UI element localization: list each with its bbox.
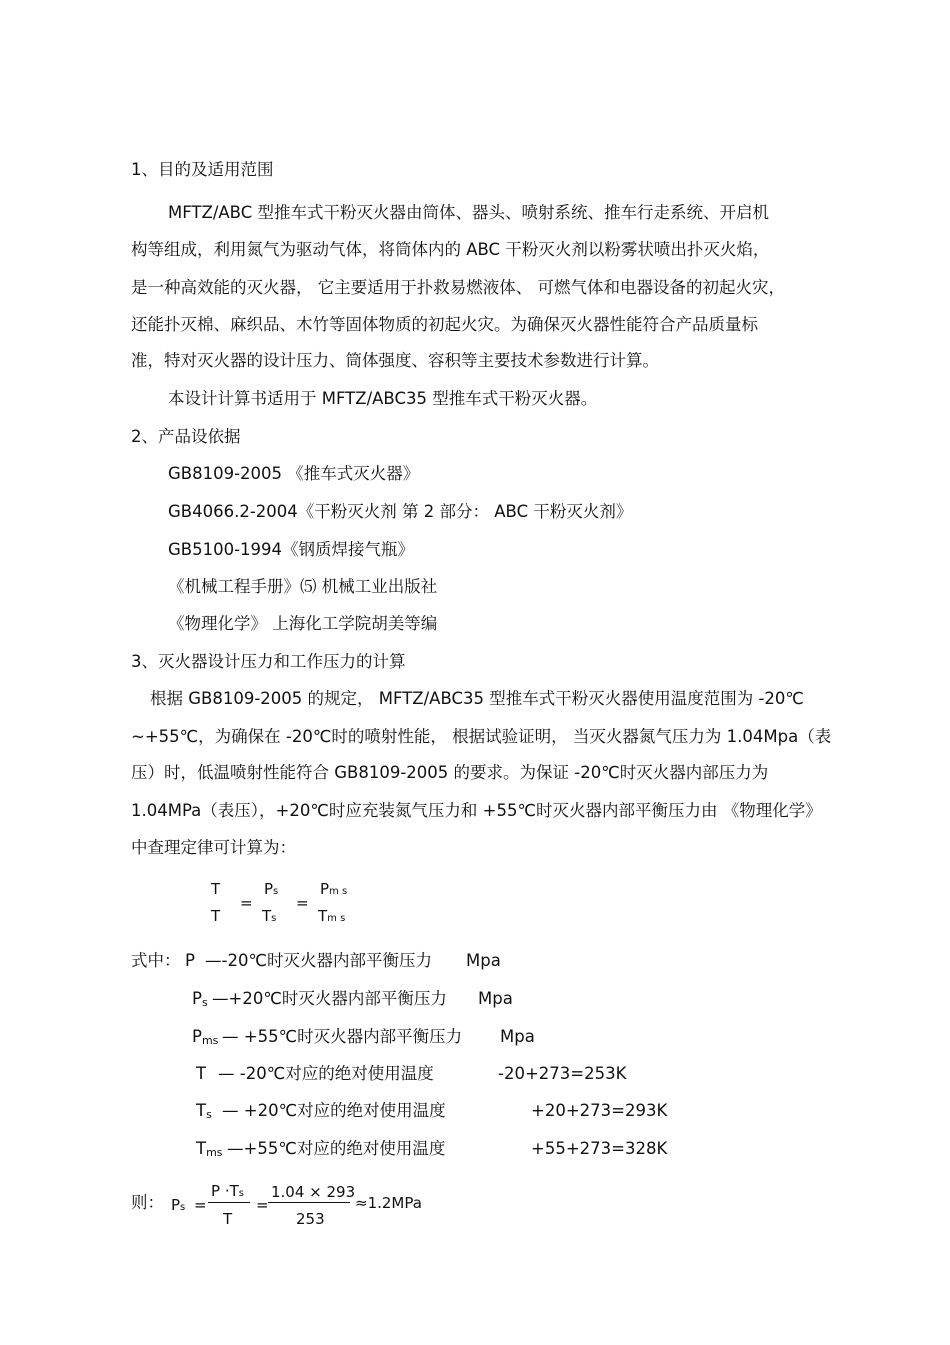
sec1-para-line-2: 构等组成，利用氮气为驱动气体，将筒体内的 ABC 干粉灭火剂以粉雾状喷出扑灭火焰， bbox=[131, 240, 770, 259]
eq-equals-sign: = bbox=[296, 894, 309, 912]
reference-item: GB5100-1994《钢质焊接气瓶》 bbox=[168, 540, 415, 559]
eq-numerator-t: T bbox=[211, 880, 221, 898]
sec3-para-line-4: 1.04MPa（表压），+20℃时应充装氮气压力和 +55℃时灭火器内部平衡压力由 《物理化学》 bbox=[131, 801, 822, 820]
section-2-title: 2、产品设依据 bbox=[131, 427, 241, 446]
result-label: 则： bbox=[131, 1193, 164, 1212]
eq-denominator-ts: Ts bbox=[262, 907, 277, 925]
definition-desc: —+20℃时灭火器内部平衡压力 bbox=[212, 989, 447, 1008]
result-lhs: Ps bbox=[171, 1196, 186, 1214]
definition-unit: Mpa bbox=[466, 951, 501, 970]
definition-symbol: T bbox=[196, 1064, 207, 1083]
eq-equals-sign: = bbox=[194, 1196, 207, 1214]
sec1-para-line-1: MFTZ/ABC 型推车式干粉灭火器由筒体、器头、喷射系统、推车行走系统、开启机 bbox=[168, 203, 769, 222]
definition-desc: —-20℃时灭火器内部平衡压力 bbox=[205, 951, 432, 970]
definition-symbol: Ps bbox=[192, 989, 208, 1009]
definition-unit: +20+273=293K bbox=[531, 1101, 668, 1120]
eq-equals-sign: = bbox=[256, 1196, 269, 1214]
fraction-2-denominator: 253 bbox=[296, 1210, 325, 1228]
sec3-para-line-1: 根据 GB8109-2005 的规定， MFTZ/ABC35 型推车式干粉灭火器使用温度范围为 -20℃ bbox=[150, 689, 804, 708]
eq-numerator-pms: Pm s bbox=[320, 880, 348, 898]
fraction-1-numerator: P ·Ts bbox=[211, 1182, 244, 1200]
eq-equals-sign: = bbox=[240, 894, 253, 912]
sec1-para-line-3: 是一种高效能的灭火器， 它主要适用于扑救易燃液体、 可燃气体和电器设备的初起火灾， bbox=[131, 278, 785, 297]
definition-unit: Mpa bbox=[478, 989, 513, 1008]
sec1-scope-line: 本设计计算书适用于 MFTZ/ABC35 型推车式干粉灭火器。 bbox=[168, 389, 598, 408]
reference-item: 《机械工程手册》⑸ 机械工业出版社 bbox=[168, 577, 438, 596]
section-1-title: 1、目的及适用范围 bbox=[131, 160, 274, 179]
definition-symbol: Pms bbox=[192, 1027, 219, 1047]
definition-symbol: Ts bbox=[196, 1101, 212, 1121]
sec3-para-line-5: 中查理定律可计算为： bbox=[131, 838, 296, 857]
definition-symbol: Tms bbox=[196, 1139, 223, 1159]
fraction-1-bar bbox=[208, 1202, 250, 1203]
eq-numerator-ps: Ps bbox=[264, 880, 279, 898]
definition-desc: —+55℃对应的绝对使用温度 bbox=[227, 1139, 446, 1158]
section-3-title: 3、灭火器设计压力和工作压力的计算 bbox=[131, 652, 406, 671]
where-label: 式中： bbox=[131, 951, 181, 970]
result-value: ≈1.2MPa bbox=[355, 1194, 422, 1212]
sec3-para-line-2: ~+55℃，为确保在 -20℃时的喷射性能， 根据试验证明， 当灭火器氮气压力为 1.04Mpa（表 bbox=[131, 727, 832, 746]
eq-denominator-t: T bbox=[211, 907, 221, 925]
definition-desc: — +20℃对应的绝对使用温度 bbox=[222, 1101, 446, 1120]
definition-desc: — +55℃时灭火器内部平衡压力 bbox=[222, 1027, 463, 1046]
definition-unit: -20+273=253K bbox=[498, 1064, 627, 1083]
definition-desc: — -20℃对应的绝对使用温度 bbox=[218, 1064, 434, 1083]
sec1-para-line-4: 还能扑灭棉、麻织品、木竹等固体物质的初起火灾。为确保灭火器性能符合产品质量标 bbox=[131, 315, 758, 334]
sec1-para-line-5: 准，特对灭火器的设计压力、筒体强度、容积等主要技术参数进行计算。 bbox=[131, 351, 659, 370]
sec3-para-line-3: 压）时，低温喷射性能符合 GB8109-2005 的要求。为保证 -20℃时灭火器内部压力为 bbox=[131, 763, 769, 782]
fraction-1-denominator: T bbox=[223, 1210, 233, 1228]
reference-item: GB8109-2005 《推车式灭火器》 bbox=[168, 464, 420, 483]
fraction-2-numerator: 1.04 × 293 bbox=[271, 1183, 356, 1201]
definition-unit: +55+273=328K bbox=[531, 1139, 668, 1158]
eq-denominator-tms: Tm s bbox=[318, 907, 346, 925]
reference-item: GB4066.2-2004《干粉灭火剂 第 2 部分： ABC 干粉灭火剂》 bbox=[168, 502, 633, 521]
reference-item: 《物理化学》 上海化工学院胡美等编 bbox=[168, 614, 438, 633]
fraction-2-bar bbox=[268, 1202, 350, 1203]
definition-unit: Mpa bbox=[500, 1027, 535, 1046]
definition-symbol: P bbox=[185, 951, 195, 970]
